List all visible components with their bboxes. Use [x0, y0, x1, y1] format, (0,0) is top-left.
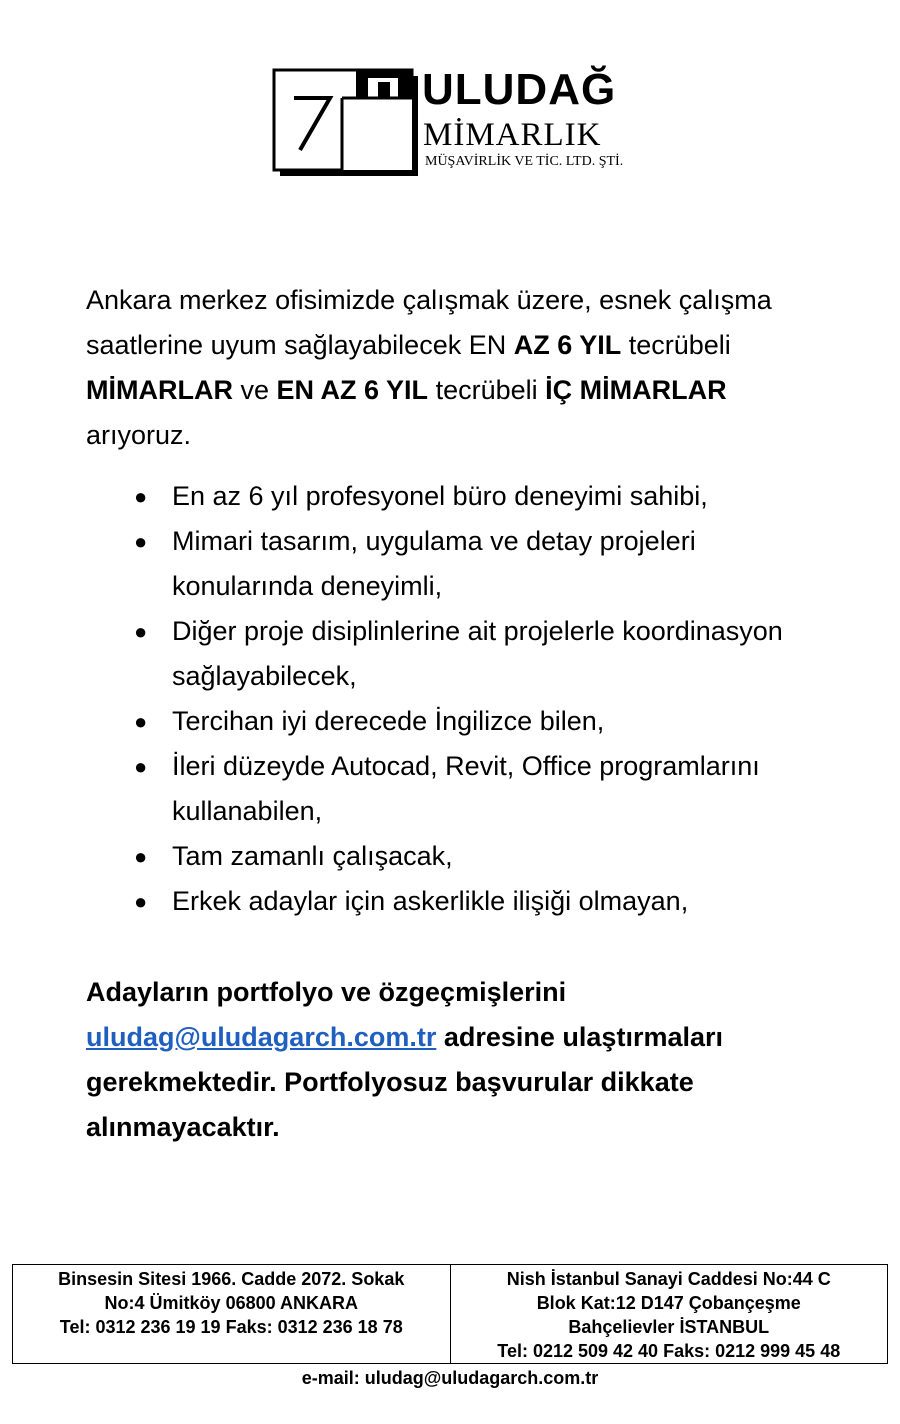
logo-subtitle: MİMARLIK	[423, 117, 602, 153]
intro-text-3: ve	[232, 375, 277, 405]
intro-text-2: tecrübeli	[621, 330, 731, 360]
list-item	[86, 834, 826, 879]
bullet-icon: ●	[134, 619, 148, 644]
address-line: Bahçelievler İSTANBUL	[568, 1317, 770, 1337]
list-item	[86, 744, 826, 834]
list-item	[86, 474, 826, 519]
bullet-icon: ●	[134, 529, 148, 554]
list-item-text: İleri düzeyde Autocad, Revit, Office programlarını kullanabilen,	[172, 751, 760, 826]
intro-paragraph	[86, 278, 816, 458]
address-line: Blok Kat:12 D147 Çobançeşme	[536, 1293, 801, 1313]
logo-mark-graphic	[272, 68, 422, 178]
closing-text-after: adresine ulaştırmaları gerekmektedir. Portfolyosuz başvurular dikkate alınmayacaktır.	[86, 1022, 723, 1142]
list-item-text: Tercihan iyi derecede İngilizce bilen,	[172, 706, 605, 736]
closing-paragraph	[86, 970, 816, 1150]
closing-text-before: Adayların portfolyo ve özgeçmişlerini	[86, 977, 567, 1007]
list-item	[86, 879, 826, 924]
address-line: Nish İstanbul Sanayi Caddesi No:44 C	[506, 1269, 831, 1289]
intro-bold-4: İÇ MİMARLAR	[545, 375, 727, 405]
list-item	[86, 609, 826, 699]
address-line: Binsesin Sitesi 1966. Cadde 2072. Sokak	[58, 1269, 405, 1289]
footer-address-table	[12, 1264, 888, 1364]
list-item-text: Tam zamanlı çalışacak,	[172, 841, 453, 871]
list-item-text: Diğer proje disiplinlerine ait projelerle koordinasyon sağlayabilecek,	[172, 616, 783, 691]
intro-bold-3: EN AZ 6 YIL	[276, 375, 429, 405]
footer-email: e-mail: uludag@uludagarch.com.tr	[301, 1368, 599, 1388]
bullet-icon: ●	[134, 484, 148, 509]
company-logo	[272, 65, 642, 178]
list-item-text: Mimari tasarım, uygulama ve detay projeleri konularında deneyimli,	[172, 526, 696, 601]
address-line: No:4 Ümitköy 06800 ANKARA	[104, 1293, 358, 1313]
bullet-icon: ●	[134, 709, 148, 734]
istanbul-address	[451, 1265, 888, 1363]
list-item-text: En az 6 yıl profesyonel büro deneyimi sahibi,	[172, 481, 708, 511]
list-item	[86, 699, 826, 744]
list-item	[86, 519, 826, 609]
email-link[interactable]: uludag@uludagarch.com.tr	[86, 1022, 437, 1052]
logo-name: ULUDAĞ	[422, 65, 617, 114]
intro-bold-1: AZ 6 YIL	[513, 330, 622, 360]
bullet-icon: ●	[134, 754, 148, 779]
intro-bold-2: MİMARLAR	[86, 375, 233, 405]
phone-line: Tel: 0312 236 19 19 Faks: 0312 236 18 78	[59, 1317, 403, 1337]
intro-text-5: arıyoruz.	[86, 420, 192, 450]
logo-small-text: MÜŞAVİRLİK VE TİC. LTD. ŞTİ.	[425, 154, 624, 169]
list-item-text: Erkek adaylar için askerlikle ilişiği olmayan,	[172, 886, 689, 916]
phone-line: Tel: 0212 509 42 40 Faks: 0212 999 45 48	[497, 1341, 841, 1361]
ankara-address	[13, 1265, 451, 1363]
intro-text-4: tecrübeli	[428, 375, 546, 405]
bullet-icon: ●	[134, 844, 148, 869]
intro-text-1: Ankara merkez ofisimizde çalışmak üzere, esnek çalışma saatlerine uyum sağlayabilecek EN	[86, 285, 772, 360]
bullet-icon: ●	[134, 889, 148, 914]
requirements-list	[86, 474, 826, 924]
